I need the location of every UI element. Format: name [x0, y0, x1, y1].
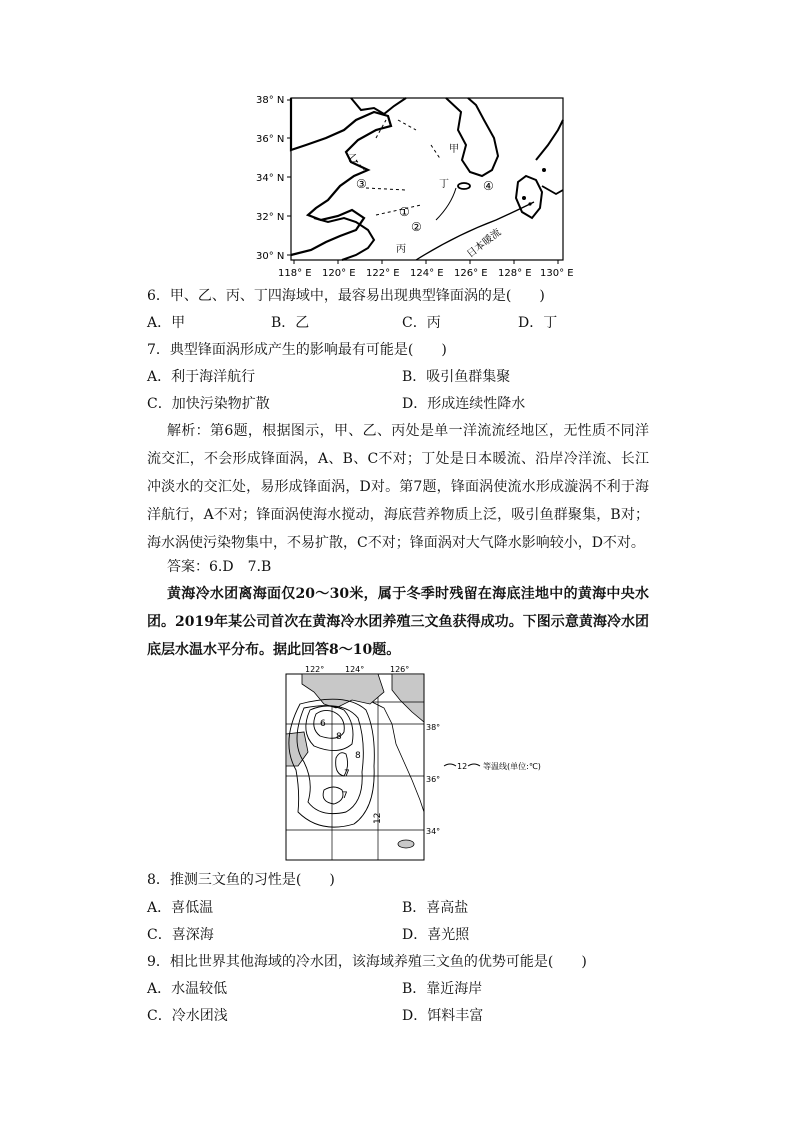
contour-label: 8 — [355, 751, 361, 761]
marker-3: ③ — [356, 177, 367, 191]
lon-label: 124° E — [410, 268, 444, 279]
lon-label: 126° — [390, 665, 410, 674]
lat-label: 38° N — [256, 95, 285, 106]
q8-option-b[interactable]: B．喜高盐 — [402, 900, 469, 916]
q7-option-b[interactable]: B．吸引鱼群集聚 — [402, 369, 511, 385]
marker-1: ① — [399, 205, 410, 219]
sea-label-bing: 丙 — [396, 244, 406, 255]
q6-option-d[interactable]: D．丁 — [518, 315, 558, 331]
marker-4: ④ — [483, 179, 494, 193]
lon-label: 130° E — [540, 268, 574, 279]
q7-option-d[interactable]: D．形成连续性降水 — [402, 396, 526, 412]
q9-option-a[interactable]: A．水温较低 — [147, 981, 228, 997]
marker-2: ② — [411, 220, 422, 234]
temperature-map-svg — [280, 662, 550, 862]
contour-label: 8 — [336, 732, 342, 742]
sea-current-map — [256, 90, 576, 280]
contour-label: 7 — [344, 769, 350, 779]
legend-text: 等温线(单位:℃) — [483, 762, 541, 771]
sea-label-yi: 乙 — [348, 154, 358, 165]
q9-option-b[interactable]: B．靠近海岸 — [402, 981, 483, 997]
q7-option-a[interactable]: A．利于海洋航行 — [147, 369, 256, 385]
lon-label: 124° — [345, 665, 365, 674]
temperature-map — [280, 662, 550, 862]
q6-option-a[interactable]: A．甲 — [147, 315, 186, 331]
contour-legend — [444, 761, 541, 771]
answer-text: 答案：6.D 7.B — [167, 559, 272, 575]
lat-label: 36° — [426, 775, 441, 784]
lat-label: 36° N — [256, 134, 285, 145]
lat-label: 30° N — [256, 251, 285, 262]
analysis-text: 解析：第6题，根据图示，甲、乙、丙处是单一洋流流经地区，无性质不同洋流交汇，不会形成锋面涡，A、B、C不对；丁处是日本暖流、沿岸冷洋流、长江冲淡水的交汇处，易形成锋面涡，D对。第7题，锋面涡使流水形成漩涡不利于海洋航行，A不对；锋面涡使海水搅动，海底营养物质上泛，吸引鱼群聚集，B对；海水涡使污染物集中，不易扩散，C不对；锋面涡对大气降水影响较小，D不对。 — [147, 423, 649, 551]
lon-label: 118° E — [278, 268, 312, 279]
question-7-stem: 7．典型锋面涡形成产生的影响最有可能是( ) — [147, 342, 447, 358]
q6-option-c[interactable]: C．丙 — [402, 315, 441, 331]
intro-text: 黄海冷水团离海面仅20～30米，属于冬季时残留在海底洼地中的黄海中央水团。2019年某公司首次在黄海冷水团养殖三文鱼获得成功。下图示意黄海冷水团底层水温水平分布。据此回答8～10题。 — [147, 586, 649, 658]
lat-label: 34° — [426, 827, 441, 836]
q7-option-c[interactable]: C．加快污染物扩散 — [147, 396, 270, 412]
sea-current-map-svg — [256, 90, 576, 280]
lon-label: 122° E — [366, 268, 400, 279]
lon-label: 126° E — [454, 268, 488, 279]
lat-label: 32° N — [256, 212, 285, 223]
q8-option-d[interactable]: D．喜光照 — [402, 927, 470, 943]
sea-label-ding: 丁 — [439, 179, 449, 190]
lat-label: 34° N — [256, 173, 285, 184]
sea-label-jia: 甲 — [449, 144, 459, 155]
lon-label: 120° E — [322, 268, 356, 279]
lat-label: 38° — [426, 723, 441, 732]
q9-option-c[interactable]: C．冷水团浅 — [147, 1008, 228, 1024]
question-6-stem: 6．甲、乙、丙、丁四海域中，最容易出现典型锋面涡的是( ) — [147, 288, 545, 304]
contour-label: 6 — [320, 719, 326, 729]
current-label: 日本暖流 — [465, 227, 504, 261]
legend-value: 12 — [457, 762, 468, 771]
question-8-stem: 8．推测三文鱼的习性是( ) — [147, 872, 335, 888]
contour-label: 7 — [342, 791, 348, 801]
lon-label: 128° E — [498, 268, 532, 279]
contour-label: 12 — [373, 812, 383, 824]
q9-option-d[interactable]: D．饵料丰富 — [402, 1008, 484, 1024]
lon-label: 122° — [305, 665, 325, 674]
question-9-stem: 9．相比世界其他海域的冷水团，该海域养殖三文鱼的优势可能是( ) — [147, 954, 587, 970]
q8-option-c[interactable]: C．喜深海 — [147, 927, 214, 943]
q8-option-a[interactable]: A．喜低温 — [147, 900, 214, 916]
q6-option-b[interactable]: B．乙 — [271, 315, 310, 331]
